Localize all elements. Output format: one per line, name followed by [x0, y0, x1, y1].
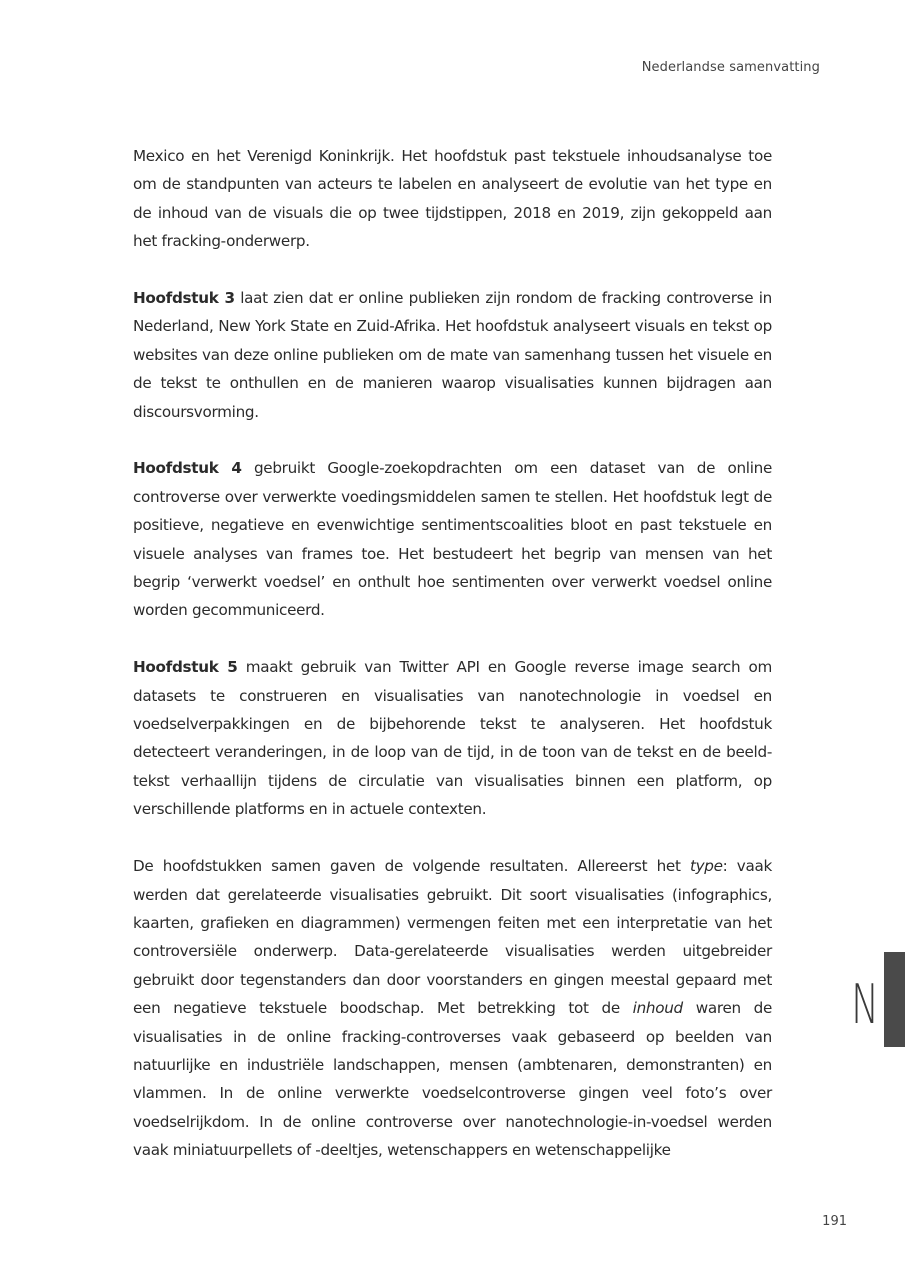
chapter-heading: Hoofdstuk 5 — [133, 658, 238, 677]
running-header: Nederlandse samenvatting — [641, 60, 820, 75]
paragraph-3 — [133, 454, 772, 624]
paragraph-4 — [133, 653, 772, 823]
paragraph-text: maakt gebruik van Twitter API en Google reverse image search om datasets te construeren en visualisaties van nanotechnologie in voedsel en voedselverpakkingen en de bijbehorende tekst te analyseren. Het hoofdstuk detecteert veranderingen, in de loop van de tijd, in de toon van de tekst en de beeld-tekst verhaallijn tijdens de circulatie van visualisaties binnen een platform, op verschillende platforms en in actuele contexten. — [133, 658, 773, 819]
paragraph-text: : vaak werden dat gerelateerde visualisaties gebruikt. Dit soort visualisaties (infographics, kaarten, grafieken en diagrammen) vermengen feiten met een interpretatie van het controversiële onderwerp. Data-gerelateerde visualisaties werden uitgebreider gebruikt door tegenstanders dan door voorstanders en gingen meestal gepaard met een negatieve tekstuele boodschap. Met betrekking tot de — [133, 857, 772, 1018]
thumb-index-letter-text: N — [851, 974, 879, 1026]
paragraph-text: waren de visualisaties in de online fracking-controverses vaak gebaseerd op beelden van natuurlijke en industriële landschappen, mensen (ambtenaren, demonstranten) en vlammen. In de online verwerkte voedselcontroverse gingen veel foto’s over voedselrijkdom. In de online controverse over nanotechnologie-in-voedsel werden vaak miniatuurpellets of -deeltjes, wetenschappers en wetenschappelijke — [133, 999, 772, 1160]
body-text — [133, 142, 772, 1165]
paragraph-2 — [133, 284, 772, 426]
page-number: 191 — [822, 1214, 847, 1229]
paragraph-text: De hoofdstukken samen gaven de volgende resultaten. Allereerst het — [133, 857, 690, 876]
chapter-heading: Hoofdstuk 4 — [133, 459, 242, 478]
paragraph-5 — [133, 852, 772, 1164]
thumb-index-letter — [849, 974, 881, 1026]
chapter-heading: Hoofdstuk 3 — [133, 289, 235, 308]
paragraph-text: gebruikt Google-zoekopdrachten om een dataset van de online controverse over verwerkte voedingsmiddelen samen te stellen. Het hoofdstuk legt de positieve, negatieve en evenwichtige sentimentscoalities bloot en past tekstuele en visuele analyses van frames toe. Het bestudeert het begrip van mensen van het begrip ‘verwerkt voedsel’ en onthult hoe sentimenten over verwerkt voedsel online worden gecommuniceerd. — [133, 459, 773, 620]
emphasis-type: type — [689, 857, 723, 876]
paragraph-1 — [133, 142, 772, 256]
paragraph-text: Mexico en het Verenigd Koninkrijk. Het hoofdstuk past tekstuele inhoudsanalyse toe om de standpunten van acteurs te labelen en analyseert de evolutie van het type en de inhoud van de visuals die op twee tijdstippen, 2018 en 2019, zijn gekoppeld aan het fracking-onderwerp. — [133, 147, 772, 251]
emphasis-inhoud: inhoud — [632, 999, 683, 1018]
paragraph-text: laat zien dat er online publieken zijn rondom de fracking controverse in Nederland, New York State en Zuid-Afrika. Het hoofdstuk analyseert visuals en tekst op websites van deze online publieken om de mate van samenhang tussen het visuele en de tekst te onthullen en de manieren waarop visualisaties kunnen bijdragen aan discoursvorming. — [133, 289, 773, 421]
thumb-index-tab — [884, 952, 905, 1047]
